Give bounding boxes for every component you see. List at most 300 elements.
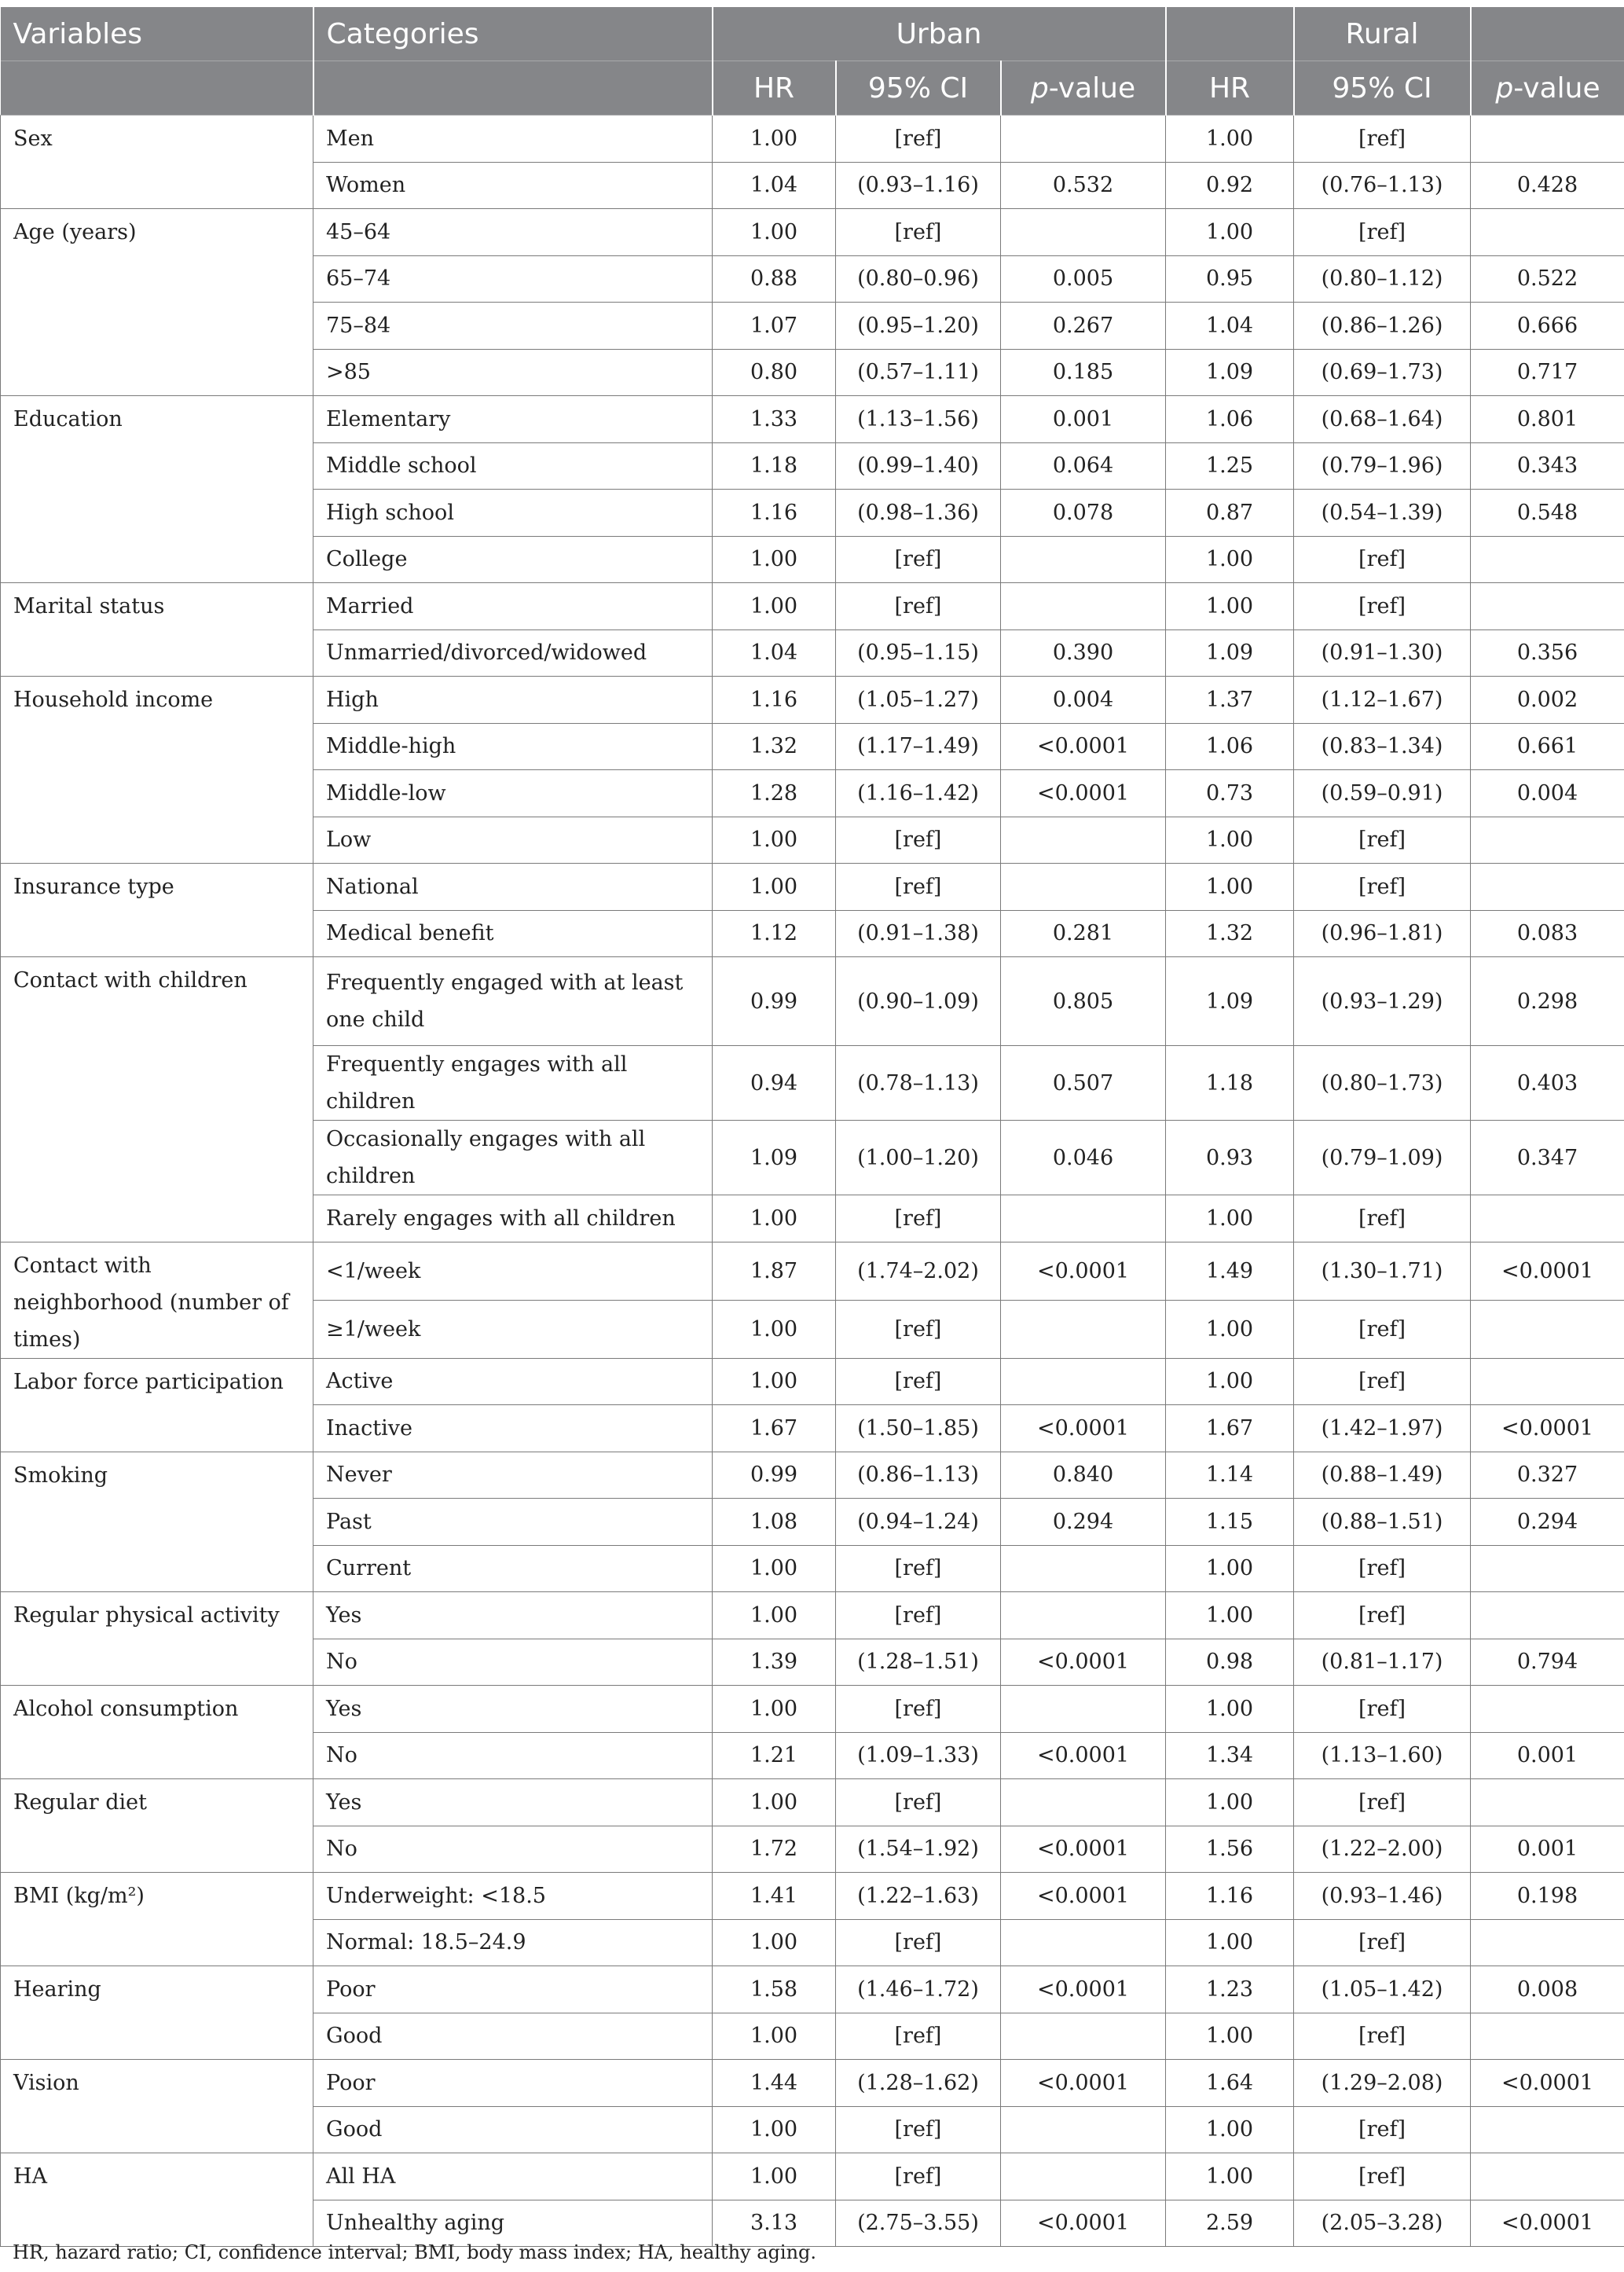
rural-ci-cell: (0.79–1.96) [1294, 442, 1471, 490]
table-row [1, 677, 1624, 724]
category-cell: National [313, 864, 713, 911]
urban-ci-cell: [ref] [836, 583, 1001, 630]
category-cell: Good [313, 2013, 713, 2060]
category-cell: Occasionally engages with all children [313, 1121, 713, 1195]
urban-hr-cell: 1.12 [713, 910, 836, 957]
urban-ci-cell: [ref] [836, 2013, 1001, 2060]
rural-ci-cell: [ref] [1294, 1592, 1471, 1639]
rural-ci-cell: (0.59–0.91) [1294, 770, 1471, 817]
rural-ci-cell: (0.88–1.51) [1294, 1499, 1471, 1546]
header-urban-hr: HR [713, 61, 836, 116]
urban-p-cell [1001, 1545, 1166, 1592]
rural-p-cell [1471, 2013, 1624, 2060]
urban-p-cell: <0.0001 [1001, 2060, 1166, 2107]
rural-p-cell: <0.0001 [1471, 2060, 1624, 2107]
urban-hr-cell: 1.00 [713, 1300, 836, 1358]
rural-p-cell: 0.198 [1471, 1873, 1624, 1920]
rural-hr-cell: 1.00 [1166, 1919, 1294, 1966]
header-rural: Rural [1294, 7, 1471, 61]
rural-hr-cell: 1.00 [1166, 2013, 1294, 2060]
variable-cell: Hearing [1, 1966, 313, 2060]
urban-p-cell: <0.0001 [1001, 1639, 1166, 1686]
rural-ci-cell: (1.30–1.71) [1294, 1242, 1471, 1300]
category-cell: Active [313, 1358, 713, 1405]
header-row-top [1, 7, 1624, 61]
rural-hr-cell: 1.06 [1166, 396, 1294, 443]
urban-ci-cell: [ref] [836, 817, 1001, 864]
rural-ci-cell: [ref] [1294, 116, 1471, 163]
urban-hr-cell: 1.28 [713, 770, 836, 817]
urban-ci-cell: (1.22–1.63) [836, 1873, 1001, 1920]
urban-ci-cell: (0.57–1.11) [836, 349, 1001, 396]
rural-p-cell [1471, 1300, 1624, 1358]
urban-p-cell [1001, 864, 1166, 911]
rural-hr-cell: 0.92 [1166, 162, 1294, 209]
rural-p-cell: 0.008 [1471, 1966, 1624, 2013]
category-cell: Yes [313, 1592, 713, 1639]
rural-ci-cell: (0.96–1.81) [1294, 910, 1471, 957]
urban-ci-cell: (0.95–1.15) [836, 629, 1001, 677]
rural-p-cell: 0.661 [1471, 723, 1624, 770]
rural-p-cell: 0.548 [1471, 490, 1624, 537]
variable-cell: Education [1, 396, 313, 583]
table-row [1, 1966, 1624, 2013]
header-urban-p [1001, 61, 1166, 116]
urban-hr-cell: 1.00 [713, 817, 836, 864]
header-row-sub [1, 61, 1624, 116]
category-cell: Frequently engages with all children [313, 1046, 713, 1121]
rural-hr-cell: 1.00 [1166, 864, 1294, 911]
urban-hr-cell: 1.16 [713, 677, 836, 724]
rural-ci-cell: (0.91–1.30) [1294, 629, 1471, 677]
urban-ci-cell: (1.54–1.92) [836, 1826, 1001, 1873]
urban-p-cell: 0.390 [1001, 629, 1166, 677]
urban-p-cell: <0.0001 [1001, 1966, 1166, 2013]
urban-hr-cell: 1.00 [713, 1195, 836, 1242]
rural-p-cell [1471, 116, 1624, 163]
rural-ci-cell: [ref] [1294, 1300, 1471, 1358]
rural-ci-cell: (0.79–1.09) [1294, 1121, 1471, 1195]
urban-p-cell: 0.004 [1001, 677, 1166, 724]
urban-ci-cell: [ref] [836, 1592, 1001, 1639]
urban-ci-cell: (2.75–3.55) [836, 2200, 1001, 2247]
header-rural-ci: 95% CI [1294, 61, 1471, 116]
category-cell: Middle-high [313, 723, 713, 770]
urban-hr-cell: 1.08 [713, 1499, 836, 1546]
urban-ci-cell: (1.50–1.85) [836, 1405, 1001, 1452]
urban-p-cell: <0.0001 [1001, 1405, 1166, 1452]
rural-p-cell [1471, 1779, 1624, 1826]
rural-ci-cell: [ref] [1294, 1195, 1471, 1242]
urban-hr-cell: 1.21 [713, 1732, 836, 1779]
urban-hr-cell: 1.00 [713, 2013, 836, 2060]
urban-p-cell: 0.805 [1001, 957, 1166, 1046]
category-cell: 45–64 [313, 209, 713, 256]
rural-hr-cell: 1.00 [1166, 1779, 1294, 1826]
category-cell: ≥1/week [313, 1300, 713, 1358]
rural-p-cell: 0.428 [1471, 162, 1624, 209]
rural-hr-cell: 1.09 [1166, 349, 1294, 396]
rural-p-cell [1471, 1919, 1624, 1966]
urban-p-cell: 0.078 [1001, 490, 1166, 537]
urban-p-cell: <0.0001 [1001, 770, 1166, 817]
table-row [1, 957, 1624, 1046]
rural-hr-cell: 1.32 [1166, 910, 1294, 957]
urban-ci-cell: (0.91–1.38) [836, 910, 1001, 957]
rural-p-cell: 0.403 [1471, 1046, 1624, 1121]
variable-cell: Alcohol consumption [1, 1686, 313, 1779]
urban-p-cell: 0.840 [1001, 1452, 1166, 1499]
urban-p-cell: 0.267 [1001, 303, 1166, 350]
rural-ci-cell: [ref] [1294, 1779, 1471, 1826]
rural-ci-cell: [ref] [1294, 1545, 1471, 1592]
urban-ci-cell: (0.99–1.40) [836, 442, 1001, 490]
table-row [1, 2060, 1624, 2107]
category-cell: Good [313, 2106, 713, 2153]
rural-ci-cell: (2.05–3.28) [1294, 2200, 1471, 2247]
variable-cell: Vision [1, 2060, 313, 2153]
urban-ci-cell: (0.93–1.16) [836, 162, 1001, 209]
variable-cell: HA [1, 2153, 313, 2247]
table-row [1, 583, 1624, 630]
urban-ci-cell: (0.90–1.09) [836, 957, 1001, 1046]
table-row [1, 864, 1624, 911]
rural-hr-cell: 0.73 [1166, 770, 1294, 817]
urban-p-cell [1001, 209, 1166, 256]
urban-ci-cell: (1.74–2.02) [836, 1242, 1001, 1300]
rural-hr-cell: 1.00 [1166, 1300, 1294, 1358]
category-cell: Never [313, 1452, 713, 1499]
table-header [1, 7, 1624, 116]
rural-p-cell: 0.347 [1471, 1121, 1624, 1195]
rural-hr-cell: 0.93 [1166, 1121, 1294, 1195]
urban-hr-cell: 1.00 [713, 1686, 836, 1733]
urban-p-cell [1001, 2106, 1166, 2153]
p-rest: -value [1048, 72, 1136, 105]
urban-p-cell [1001, 1779, 1166, 1826]
rural-ci-cell: (0.76–1.13) [1294, 162, 1471, 209]
rural-hr-cell: 1.06 [1166, 723, 1294, 770]
rural-hr-cell: 1.18 [1166, 1046, 1294, 1121]
category-cell: Elementary [313, 396, 713, 443]
category-cell: Past [313, 1499, 713, 1546]
rural-p-cell: 0.001 [1471, 1826, 1624, 1873]
rural-p-cell: 0.001 [1471, 1732, 1624, 1779]
rural-ci-cell: (1.22–2.00) [1294, 1826, 1471, 1873]
rural-ci-cell: [ref] [1294, 1686, 1471, 1733]
urban-hr-cell: 1.00 [713, 583, 836, 630]
rural-hr-cell: 1.25 [1166, 442, 1294, 490]
header-blank [1166, 7, 1294, 61]
category-cell: Middle-low [313, 770, 713, 817]
variable-cell: Contact with neighborhood (number of times) [1, 1242, 313, 1358]
urban-hr-cell: 1.09 [713, 1121, 836, 1195]
variable-cell: Marital status [1, 583, 313, 677]
table-row [1, 1686, 1624, 1733]
p-italic: p [1495, 72, 1514, 105]
urban-ci-cell: (0.95–1.20) [836, 303, 1001, 350]
category-cell: No [313, 1826, 713, 1873]
urban-ci-cell: (0.78–1.13) [836, 1046, 1001, 1121]
rural-p-cell: 0.002 [1471, 677, 1624, 724]
rural-p-cell [1471, 864, 1624, 911]
urban-ci-cell: [ref] [836, 116, 1001, 163]
urban-p-cell: <0.0001 [1001, 1826, 1166, 1873]
urban-hr-cell: 1.18 [713, 442, 836, 490]
variable-cell: Contact with children [1, 957, 313, 1242]
urban-hr-cell: 1.87 [713, 1242, 836, 1300]
urban-ci-cell: [ref] [836, 2106, 1001, 2153]
category-cell: 75–84 [313, 303, 713, 350]
rural-p-cell [1471, 1358, 1624, 1405]
rural-p-cell [1471, 1686, 1624, 1733]
rural-ci-cell: [ref] [1294, 817, 1471, 864]
rural-p-cell: 0.356 [1471, 629, 1624, 677]
rural-p-cell [1471, 1592, 1624, 1639]
header-blank [1471, 7, 1624, 61]
urban-hr-cell: 1.04 [713, 629, 836, 677]
variable-cell: BMI (kg/m²) [1, 1873, 313, 1966]
urban-ci-cell: [ref] [836, 209, 1001, 256]
category-cell: All HA [313, 2153, 713, 2200]
urban-p-cell [1001, 1686, 1166, 1733]
variable-cell: Labor force participation [1, 1358, 313, 1452]
rural-hr-cell: 1.00 [1166, 2106, 1294, 2153]
rural-hr-cell: 1.00 [1166, 2153, 1294, 2200]
table-container [0, 7, 1624, 2247]
rural-p-cell: 0.801 [1471, 396, 1624, 443]
rural-ci-cell: (0.93–1.29) [1294, 957, 1471, 1046]
rural-p-cell [1471, 1195, 1624, 1242]
rural-ci-cell: (1.42–1.97) [1294, 1405, 1471, 1452]
rural-ci-cell: [ref] [1294, 583, 1471, 630]
category-cell: <1/week [313, 1242, 713, 1300]
variable-cell: Insurance type [1, 864, 313, 957]
rural-ci-cell: (0.93–1.46) [1294, 1873, 1471, 1920]
rural-p-cell: 0.327 [1471, 1452, 1624, 1499]
urban-ci-cell: (1.09–1.33) [836, 1732, 1001, 1779]
category-cell: Unhealthy aging [313, 2200, 713, 2247]
rural-p-cell: 0.522 [1471, 255, 1624, 303]
urban-ci-cell: (1.17–1.49) [836, 723, 1001, 770]
rural-hr-cell: 1.00 [1166, 209, 1294, 256]
urban-ci-cell: (1.28–1.62) [836, 2060, 1001, 2107]
rural-hr-cell: 1.34 [1166, 1732, 1294, 1779]
rural-p-cell: 0.666 [1471, 303, 1624, 350]
rural-p-cell [1471, 2106, 1624, 2153]
table-row [1, 396, 1624, 443]
rural-ci-cell: (0.83–1.34) [1294, 723, 1471, 770]
urban-hr-cell: 0.88 [713, 255, 836, 303]
urban-hr-cell: 1.72 [713, 1826, 836, 1873]
urban-hr-cell: 1.67 [713, 1405, 836, 1452]
urban-hr-cell: 1.00 [713, 1919, 836, 1966]
header-blank [1, 61, 313, 116]
urban-p-cell [1001, 2153, 1166, 2200]
rural-ci-cell: (0.68–1.64) [1294, 396, 1471, 443]
variable-cell: Age (years) [1, 209, 313, 396]
table-row [1, 2153, 1624, 2200]
urban-hr-cell: 1.33 [713, 396, 836, 443]
category-cell: Men [313, 116, 713, 163]
urban-p-cell [1001, 1919, 1166, 1966]
urban-hr-cell: 1.39 [713, 1639, 836, 1686]
urban-p-cell [1001, 2013, 1166, 2060]
category-cell: Inactive [313, 1405, 713, 1452]
table-row [1, 1592, 1624, 1639]
urban-ci-cell: [ref] [836, 864, 1001, 911]
header-urban: Urban [713, 7, 1166, 61]
urban-p-cell [1001, 536, 1166, 583]
table-footnote: HR, hazard ratio; CI, confidence interval; BMI, body mass index; HA, healthy aging. [13, 2241, 817, 2263]
category-cell: Married [313, 583, 713, 630]
urban-p-cell: <0.0001 [1001, 1873, 1166, 1920]
rural-hr-cell: 0.87 [1166, 490, 1294, 537]
category-cell: College [313, 536, 713, 583]
rural-p-cell: 0.083 [1471, 910, 1624, 957]
urban-hr-cell: 1.44 [713, 2060, 836, 2107]
urban-p-cell: 0.046 [1001, 1121, 1166, 1195]
rural-ci-cell: [ref] [1294, 1919, 1471, 1966]
rural-hr-cell: 1.00 [1166, 1592, 1294, 1639]
urban-hr-cell: 0.99 [713, 1452, 836, 1499]
category-cell: High [313, 677, 713, 724]
urban-hr-cell: 1.07 [713, 303, 836, 350]
rural-hr-cell: 1.00 [1166, 1686, 1294, 1733]
urban-ci-cell: (1.46–1.72) [836, 1966, 1001, 2013]
urban-hr-cell: 1.04 [713, 162, 836, 209]
category-cell: Rarely engages with all children [313, 1195, 713, 1242]
header-rural-p [1471, 61, 1624, 116]
rural-ci-cell: [ref] [1294, 2106, 1471, 2153]
rural-hr-cell: 1.09 [1166, 957, 1294, 1046]
rural-p-cell [1471, 817, 1624, 864]
rural-hr-cell: 1.00 [1166, 1195, 1294, 1242]
rural-hr-cell: 1.49 [1166, 1242, 1294, 1300]
table-body [1, 116, 1624, 2247]
urban-p-cell [1001, 583, 1166, 630]
rural-ci-cell: (0.80–1.12) [1294, 255, 1471, 303]
variable-cell: Smoking [1, 1452, 313, 1592]
rural-hr-cell: 1.56 [1166, 1826, 1294, 1873]
rural-hr-cell: 1.00 [1166, 583, 1294, 630]
rural-hr-cell: 1.16 [1166, 1873, 1294, 1920]
category-cell: Underweight: <18.5 [313, 1873, 713, 1920]
category-cell: Frequently engaged with at least one child [313, 957, 713, 1046]
table-row [1, 1873, 1624, 1920]
rural-ci-cell: (0.81–1.17) [1294, 1639, 1471, 1686]
urban-p-cell: 0.005 [1001, 255, 1166, 303]
header-rural-hr: HR [1166, 61, 1294, 116]
rural-ci-cell: [ref] [1294, 536, 1471, 583]
urban-hr-cell: 1.58 [713, 1966, 836, 2013]
urban-ci-cell: [ref] [836, 1779, 1001, 1826]
category-cell: Poor [313, 1966, 713, 2013]
p-italic: p [1030, 72, 1049, 105]
category-cell: Middle school [313, 442, 713, 490]
category-cell: No [313, 1639, 713, 1686]
urban-p-cell [1001, 116, 1166, 163]
urban-hr-cell: 1.00 [713, 1545, 836, 1592]
urban-hr-cell: 1.00 [713, 2106, 836, 2153]
rural-hr-cell: 1.37 [1166, 677, 1294, 724]
urban-p-cell: <0.0001 [1001, 1732, 1166, 1779]
urban-ci-cell: [ref] [836, 536, 1001, 583]
category-cell: Yes [313, 1686, 713, 1733]
urban-p-cell: 0.185 [1001, 349, 1166, 396]
urban-ci-cell: [ref] [836, 2153, 1001, 2200]
rural-p-cell: <0.0001 [1471, 2200, 1624, 2247]
urban-p-cell [1001, 1300, 1166, 1358]
rural-hr-cell: 1.15 [1166, 1499, 1294, 1546]
header-blank [313, 61, 713, 116]
rural-ci-cell: [ref] [1294, 2013, 1471, 2060]
table-row [1, 1779, 1624, 1826]
p-rest: -value [1513, 72, 1600, 105]
category-cell: Normal: 18.5–24.9 [313, 1919, 713, 1966]
category-cell: No [313, 1732, 713, 1779]
rural-ci-cell: (1.29–2.08) [1294, 2060, 1471, 2107]
rural-ci-cell: [ref] [1294, 864, 1471, 911]
urban-hr-cell: 1.00 [713, 1592, 836, 1639]
urban-hr-cell: 0.80 [713, 349, 836, 396]
variable-cell: Regular diet [1, 1779, 313, 1873]
urban-hr-cell: 3.13 [713, 2200, 836, 2247]
rural-p-cell [1471, 536, 1624, 583]
category-cell: Women [313, 162, 713, 209]
urban-hr-cell: 1.00 [713, 1358, 836, 1405]
urban-ci-cell: (0.98–1.36) [836, 490, 1001, 537]
header-urban-ci: 95% CI [836, 61, 1001, 116]
urban-p-cell: 0.064 [1001, 442, 1166, 490]
rural-p-cell: 0.343 [1471, 442, 1624, 490]
rural-hr-cell: 1.14 [1166, 1452, 1294, 1499]
rural-p-cell [1471, 1545, 1624, 1592]
rural-ci-cell: (0.54–1.39) [1294, 490, 1471, 537]
urban-ci-cell: (0.94–1.24) [836, 1499, 1001, 1546]
urban-hr-cell: 1.00 [713, 2153, 836, 2200]
table-row [1, 1452, 1624, 1499]
urban-ci-cell: (1.16–1.42) [836, 770, 1001, 817]
rural-hr-cell: 1.23 [1166, 1966, 1294, 2013]
rural-p-cell: 0.717 [1471, 349, 1624, 396]
urban-hr-cell: 1.32 [713, 723, 836, 770]
rural-hr-cell: 0.95 [1166, 255, 1294, 303]
urban-ci-cell: [ref] [836, 1545, 1001, 1592]
urban-p-cell: 0.507 [1001, 1046, 1166, 1121]
rural-ci-cell: (1.05–1.42) [1294, 1966, 1471, 2013]
urban-p-cell: 0.001 [1001, 396, 1166, 443]
header-categories: Categories [313, 7, 713, 61]
urban-ci-cell: (1.00–1.20) [836, 1121, 1001, 1195]
rural-ci-cell: (1.13–1.60) [1294, 1732, 1471, 1779]
variable-cell: Regular physical activity [1, 1592, 313, 1686]
table-row [1, 1242, 1624, 1300]
rural-ci-cell: [ref] [1294, 1358, 1471, 1405]
table-row [1, 1358, 1624, 1405]
rural-hr-cell: 0.98 [1166, 1639, 1294, 1686]
rural-p-cell [1471, 209, 1624, 256]
rural-hr-cell: 1.00 [1166, 1545, 1294, 1592]
variable-cell: Household income [1, 677, 313, 864]
category-cell: High school [313, 490, 713, 537]
rural-hr-cell: 1.04 [1166, 303, 1294, 350]
urban-hr-cell: 1.00 [713, 209, 836, 256]
urban-p-cell: <0.0001 [1001, 723, 1166, 770]
urban-p-cell [1001, 817, 1166, 864]
urban-hr-cell: 1.00 [713, 536, 836, 583]
rural-hr-cell: 1.00 [1166, 817, 1294, 864]
